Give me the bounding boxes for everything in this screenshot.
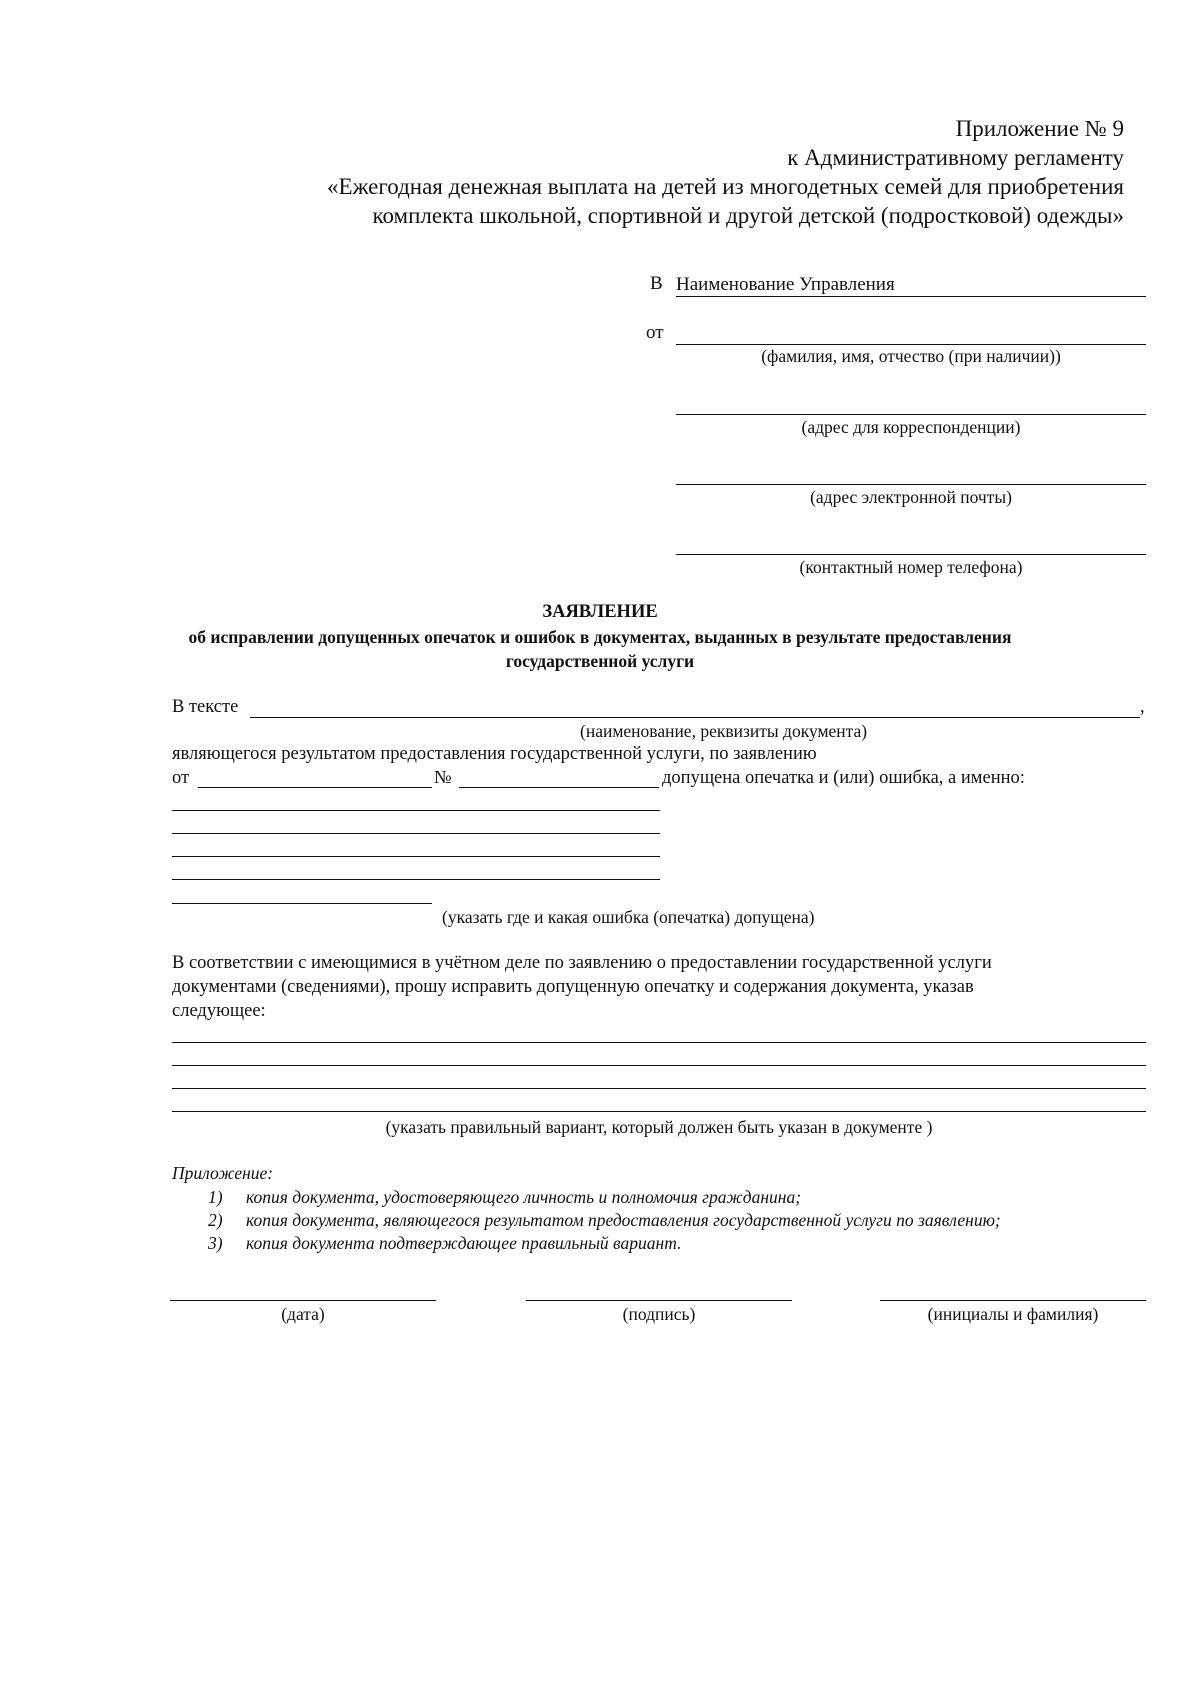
document-name-caption: (наименование, реквизиты документа) xyxy=(580,721,868,741)
address-caption: (адрес для корреспонденции) xyxy=(801,417,1021,437)
document-title: ЗАЯВЛЕНИЕ xyxy=(542,602,658,622)
email-caption: (адрес электронной почты) xyxy=(810,487,1012,507)
error-line-5[interactable] xyxy=(172,903,432,904)
attachments-heading: Приложение: xyxy=(172,1163,274,1183)
attachment-number: 2) xyxy=(208,1210,223,1230)
date-field[interactable] xyxy=(170,1300,436,1301)
error-line-2[interactable] xyxy=(172,833,660,834)
attachment-item: копия документа, удостоверяющего личность и полномочия гражданина; xyxy=(246,1187,802,1207)
request-paragraph-line3: следующее: xyxy=(172,1001,266,1021)
to-prefix: В xyxy=(650,273,663,294)
initials-caption: (инициалы и фамилия) xyxy=(927,1304,1099,1324)
correct-caption: (указать правильный вариант, который должен быть указан в документе ) xyxy=(385,1117,933,1137)
department-name: Наименование Управления xyxy=(676,274,895,295)
from-prefix: от xyxy=(646,322,664,343)
signature-field[interactable] xyxy=(526,1300,792,1301)
document-name-field[interactable] xyxy=(250,717,1140,718)
appendix-regulation: к Административному регламенту xyxy=(787,145,1124,170)
appendix-service-title-line2: комплекта школьной, спортивной и другой детской (подростковой) одежды» xyxy=(372,203,1124,228)
in-text-label: В тексте xyxy=(172,697,239,717)
attachment-number: 3) xyxy=(208,1233,223,1253)
attachment-item: копия документа, являющегося результатом предоставления государственной услуги по заявлению; xyxy=(246,1210,1001,1230)
fullname-field[interactable] xyxy=(676,344,1146,345)
error-caption: (указать где и какая ошибка (опечатка) допущена) xyxy=(442,907,815,927)
correct-line-3[interactable] xyxy=(172,1088,1146,1089)
document-subtitle-line2: государственной услуги xyxy=(505,651,695,671)
result-line-text: являющегося результатом предоставления государственной услуги, по заявлению xyxy=(172,744,817,764)
attachment-number: 1) xyxy=(208,1187,223,1207)
correct-line-1[interactable] xyxy=(172,1042,1146,1043)
department-line[interactable] xyxy=(676,296,1146,297)
request-paragraph-line2: документами (сведениями), прошу исправить допущенную опечатку и содержания документа, указав xyxy=(172,977,974,997)
appendix-service-title-line1: «Ежегодная денежная выплата на детей из многодетных семей для приобретения xyxy=(327,174,1124,199)
in-text-comma: , xyxy=(1140,697,1145,717)
appendix-number: Приложение № 9 xyxy=(955,116,1124,141)
address-field[interactable] xyxy=(676,414,1146,415)
initials-field[interactable] xyxy=(880,1300,1146,1301)
number-sign: № xyxy=(434,768,452,788)
error-line-4[interactable] xyxy=(172,879,660,880)
from-label: от xyxy=(172,768,190,788)
correct-line-4[interactable] xyxy=(172,1111,1146,1112)
error-line-1[interactable] xyxy=(172,810,660,811)
error-line-3[interactable] xyxy=(172,856,660,857)
email-field[interactable] xyxy=(676,484,1146,485)
document-subtitle-line1: об исправлении допущенных опечаток и ошибок в документах, выданных в результате предоставления xyxy=(188,627,1012,647)
fullname-caption: (фамилия, имя, отчество (при наличии)) xyxy=(761,346,1061,366)
attachment-item: копия документа подтверждающее правильный вариант. xyxy=(246,1233,682,1253)
signature-caption: (подпись) xyxy=(622,1304,696,1324)
phone-caption: (контактный номер телефона) xyxy=(799,557,1023,577)
application-number-field[interactable] xyxy=(459,787,659,788)
application-date-field[interactable] xyxy=(198,787,432,788)
phone-field[interactable] xyxy=(676,554,1146,555)
date-caption: (дата) xyxy=(281,1304,325,1324)
request-paragraph-line1: В соответствии с имеющимися в учётном деле по заявлению о предоставлении государственной услуги xyxy=(172,953,992,973)
error-found-text: допущена опечатка и (или) ошибка, а именно: xyxy=(662,768,1025,788)
correct-line-2[interactable] xyxy=(172,1065,1146,1066)
